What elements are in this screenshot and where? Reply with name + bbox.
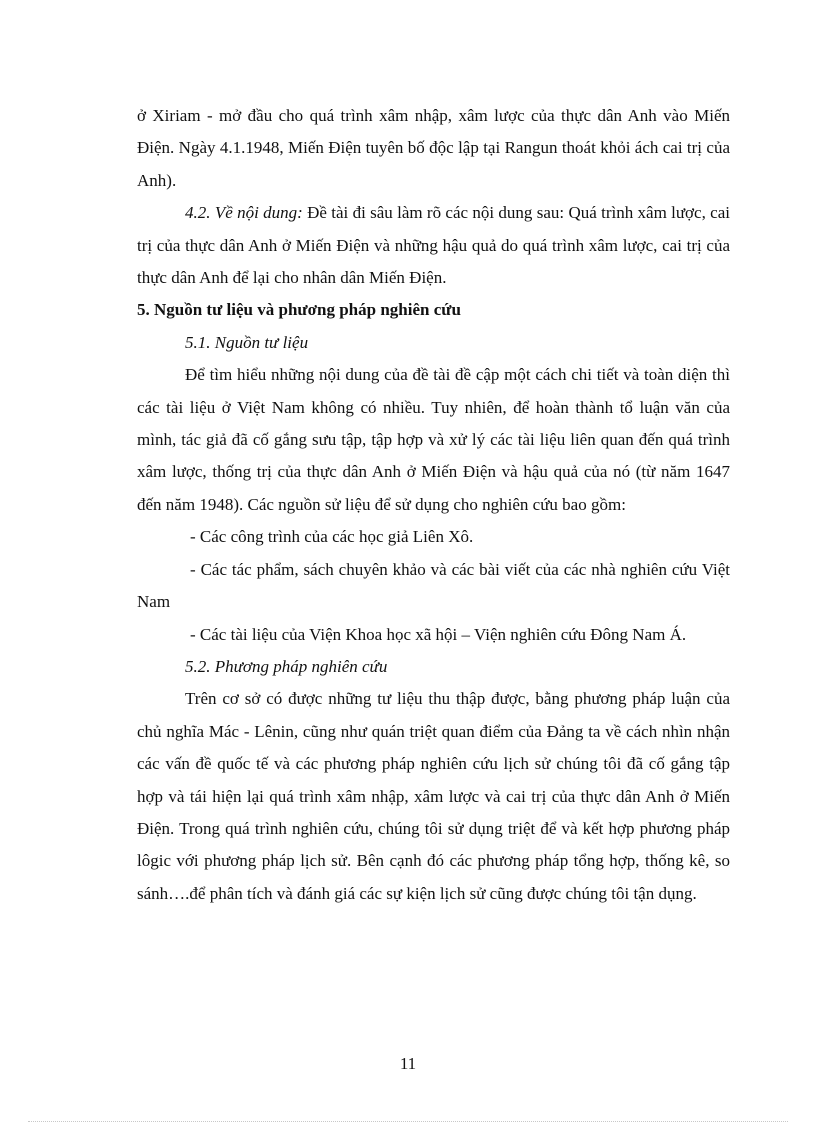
source-bullet-item: - Các công trình của các học giả Liên Xô. — [190, 527, 474, 547]
page-bottom-rule — [28, 1121, 788, 1122]
source-bullet-item: - Các tài liệu của Viện Khoa học xã hội – Viện nghiên cứu Đông Nam Á. — [190, 624, 687, 644]
content-scope-label: 4.2. Về nội dung: — [185, 203, 303, 223]
source-bullet-item: - Các tác phẩm, sách chuyên khảo và các bài viết của các nhà nghiên cứu Việt Nam — [137, 559, 730, 612]
subsection-5-2-paragraph: Trên cơ sở có được những tư liệu thu thập được, bằng phương pháp luận của chủ nghĩa Mác - Lênin, cũng như quán triệt quan điểm của Đảng ta về cách nhìn nhận các vấn đề quốc tế và các phương pháp nghiên cứu lịch sử chúng tôi đã cố gắng tập hợp và tái hiện lại quá trình xâm nhập, xâm lược và cai trị của thực dân Anh ở Miến Điện. Trong quá trình nghiên cứu, chúng tôi sử dụng triệt để và kết hợp phương pháp lôgic với phương pháp lịch sử. Bên cạnh đó các phương pháp tổng hợp, thống kê, so sánh….để phân tích và đánh giá các sự kiện lịch sử cũng được chúng tôi tận dụng. — [137, 689, 730, 903]
content-scope-text: Đề tài đi sâu làm rõ các nội dung sau: Quá trình xâm lược, cai trị của thực dân Anh ở Miến Điện và những hậu quả do quá trình xâm lược, cai trị của thực dân Anh để lại cho nhân dân Miến Điện. — [137, 203, 730, 288]
page-body — [137, 100, 730, 910]
content-scope-paragraph — [137, 197, 730, 294]
page-number: 11 — [399, 1054, 417, 1073]
subsection-5-1-heading: 5.1. Nguồn tư liệu — [185, 332, 309, 352]
continued-paragraph: ở Xiriam - mở đầu cho quá trình xâm nhập, xâm lược của thực dân Anh vào Miến Điện. Ngày 4.1.1948, Miến Điện tuyên bố độc lập tại Rangun thoát khỏi ách cai trị của Anh). — [137, 106, 730, 190]
section-5-heading: 5. Nguồn tư liệu và phương pháp nghiên cứu — [137, 300, 461, 320]
subsection-5-2-heading: 5.2. Phương pháp nghiên cứu — [185, 656, 388, 676]
subsection-5-1-paragraph: Để tìm hiểu những nội dung của đề tài đề cập một cách chi tiết và toàn diện thì các tài liệu ở Việt Nam không có nhiều. Tuy nhiên, để hoàn thành tổ luận văn của mình, tác giả đã cố gắng sưu tập, tập hợp và xử lý các tài liệu liên quan đến quá trình xâm lược, thống trị của thực dân Anh ở Miến Điện và hậu quả của nó (từ năm 1647 đến năm 1948). Các nguồn sử liệu để sử dụng cho nghiên cứu bao gồm: — [137, 365, 730, 514]
